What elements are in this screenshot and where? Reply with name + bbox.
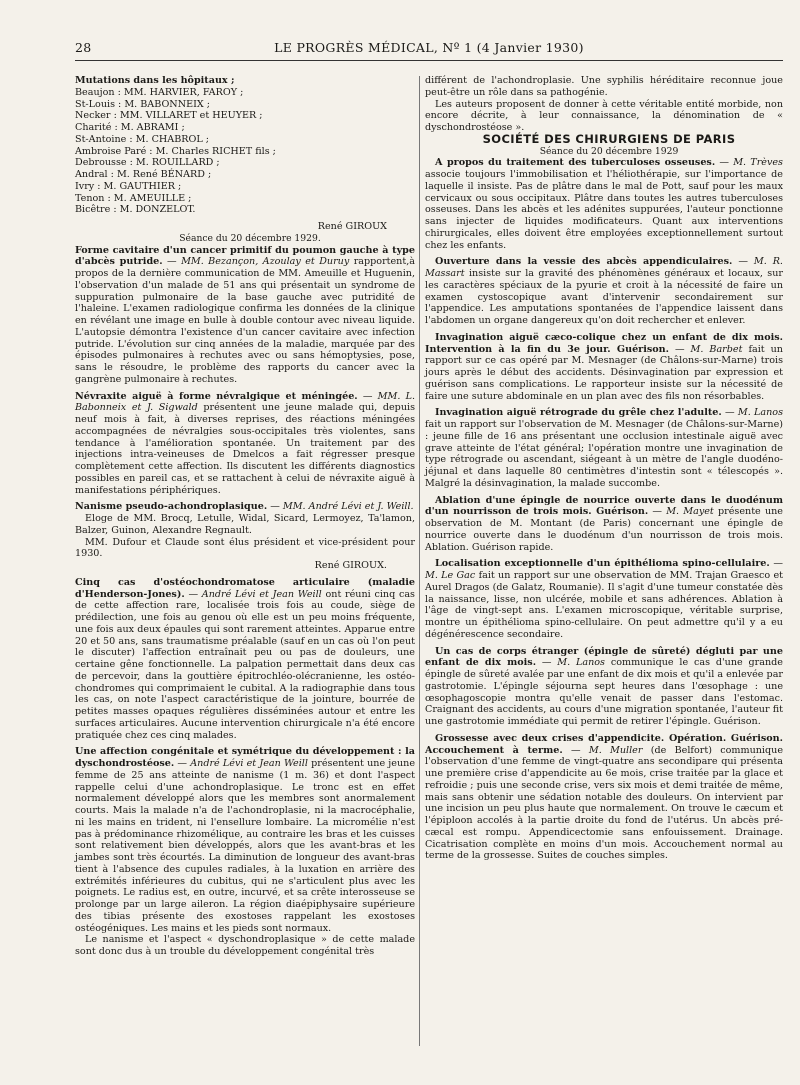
article-body: communique le cas d'une grande épingle de sûreté avalée par une enfant de dix mois et qu'il a enlevée par gastrotomie. L'épingle séjourna sept heures dans l'œsophage : une œsophagoscopie montra qu'elle venait de passer dans l'estomac. Craignant des accidents, au cours d'une migration spontanée, l'auteur fit une gastrotomie immédiate qui permit de retirer l'épingle. Guérison. bbox=[425, 657, 783, 727]
article-corps-etranger bbox=[425, 646, 783, 728]
article-epithelioma bbox=[425, 558, 783, 640]
right-column bbox=[425, 75, 783, 867]
session-date: Séance du 20 décembre 1929 bbox=[539, 145, 679, 157]
article-grossesse-appendicite bbox=[425, 733, 783, 862]
article-title: A propos du traitement des tuberculoses osseuses. bbox=[435, 157, 716, 169]
session-date: Séance du 20 décembre 1929. bbox=[179, 232, 321, 244]
article-abces-appendiculaires bbox=[425, 256, 783, 327]
mutation-item: Tenon : M. AMEUILLE ; bbox=[75, 192, 192, 204]
mutation-item: Charité : M. ABRAMI ; bbox=[75, 122, 185, 133]
article-dyschondrosteose bbox=[75, 746, 415, 958]
mutation-item: St-Louis : M. BABONNEIX ; bbox=[75, 98, 211, 110]
article-title: Forme cavitaire d'un cancer primitif du poumon gauche à type d'abcès putride. bbox=[75, 244, 415, 268]
article-authors: — André Lévi et Jean Weill bbox=[188, 588, 322, 600]
article-title: Nanisme pseudo-achondroplasique. bbox=[75, 501, 268, 513]
article-forme-cavitaire bbox=[75, 245, 415, 386]
article-title: Ouverture dans la vessie des abcès appendiculaires. bbox=[435, 256, 733, 268]
article-authors: — M. Barbet bbox=[674, 343, 743, 355]
article-tuberculoses bbox=[425, 157, 783, 251]
article-body: fait un rapport sur une observation de MM. Trajan Graesco et Aurel Dragos (de Galatz, Roumanie). Il s'agit d'une tumeur constatée dès la naissance, lisse, non ulcérée, mobile et sans adhérences. Ablation à l'âge de vingt-sept ans. L'examen microscopique, véritable surprise, montre un épithélioma spino-cellulaire. On peut admettre qu'il y a eu dégénérescence secondaire. bbox=[425, 570, 783, 640]
election-text: MM. Dufour et Claude sont élus président et vice-président pour 1930. bbox=[75, 536, 415, 560]
article-title: Un cas de corps étranger (épingle de sûreté) dégluti par une enfant de dix mois. bbox=[425, 645, 783, 669]
mutation-item: Ivry : M. GAUTHIER ; bbox=[75, 180, 182, 192]
article-body: fait un rapport sur l'observation de M. Mesnager (de Châlons-sur-Marne) : jeune fille de 16 ans présentant une occlusion intestinale aiguë avec grave atteinte de l'état général; l'opération montre une invagination de type rétrograde ou ascendant, siégeant à un mètre de l'angle duodéno-jéjunal et dans laquelle 80 centimètres d'intestin sont « télescopés ». Malgré la désinvagination, la malade succombe. bbox=[425, 419, 783, 489]
mutation-item: Necker : MM. VILLARET et HEUYER ; bbox=[75, 110, 263, 122]
article-authors: — M. Le Gac bbox=[425, 558, 783, 581]
signature: René GIROUX bbox=[317, 221, 387, 232]
article-authors: — M. Lanos bbox=[725, 407, 783, 419]
article-title: Invagination aiguë cæco-colique chez un enfant de dix mois. Intervention à la fin du 3e jour. Guérison. bbox=[425, 331, 783, 355]
article-authors: — M. Trèves bbox=[719, 157, 783, 169]
eloge-text: Eloge de MM. Brocq, Letulle, Widal, Sicard, Lermoyez, Ta'lamon, Balzer, Guinon, Alexandre Regnault. bbox=[75, 513, 415, 536]
article-body: fait un rapport sur ce cas opéré par M. Mesnager (de Châlons-sur-Marne) trois jours après le début des accidents. Désinvagination par expression et guérison sans complications. Le rapporteur insiste sur la nécessité de faire une suture abdominale en un plan avec des fils non résorbables. bbox=[425, 343, 783, 402]
article-body: insiste sur la gravité des phénomènes généraux et locaux, sur les caractères spéciaux de la pyurie et croit à la nécessité de faire un examen cystoscopique avant d'intervenir secondairement sur l'appendice. Les amputations spontanées de l'appendice laissent dans l'abdomen un organe dangereux qu'on doit rechercher et enlever. bbox=[425, 268, 783, 326]
article-body: présentent une jeune femme de 25 ans atteinte de nanisme (1 m. 36) et dont l'aspect rappelle celui d'une achondroplasique. Le tronc est en effet normalement développé alors que les membres sont anormalement courts. Mais la malade n'a de l'achondroplasie, ni la macrocéphalie, ni les mains en trident, ni l'ensellure lombaire. La micromélie n'est pas à prédominance rhizomélique, au contraire les bras et les cuisses sont relativement bien développés, alors que les avant-bras et les jambes sont très écourtés. La diminution de longueur des avant-bras tient à l'absence des cupules radiales, à la luxation en arrière des extrémités inférieures du cubitus, qui ne s'articulent plus avec les poignets. Le radius est, en outre, incurvé, et sa crête interosseuse se prolonge par un large aileron. La région diaépiphysaire supérieure des tibias présente des exostoses rappelant les exostoses ostéogéniques. Les mains et les pieds sont normaux. bbox=[75, 758, 415, 934]
mutation-item: St-Antoine : M. CHABROL ; bbox=[75, 133, 210, 145]
article-authors: — M. Mayet bbox=[652, 506, 714, 518]
article-title: Névraxite aiguë à forme névralgique et méningée. bbox=[75, 390, 358, 402]
signature: René GIROUX. bbox=[314, 560, 387, 571]
mutation-item: Ambroise Paré : M. Charles RICHET fils ; bbox=[75, 145, 276, 157]
article-title: Ablation d'une épingle de nourrice ouverte dans le duodénum d'un nourrisson de trois mois. Guérison. bbox=[425, 494, 783, 518]
article-body: ont réuni cinq cas de cette affection rare, localisée trois fois au coude, siège de prédilection, une fois au genou où elle est un peu moins fréquente, une fois aux deux épaules qui sont rarement atteintes. Apparue entre 20 et 50 ans, sans traumatisme préalable (sauf en un cas où l'on peut le discuter) l'affection entraînait peu ou pas de douleurs, une certaine gêne fonctionnelle. La palpation permettait dans deux cas de percevoir, dans la gouttière épitrochléo-olécranienne, les ostéo-chondromes qui comprimaient le cubital. A la radiographie dans tous les cas, on note l'aspect caractéristique de la jointure, bourrée de petites masses opaques régulières disséminées autour et entre les surfaces articulaires. Aucune intervention chirurgicale n'a été encore pratiquée chez ces cinq malades. bbox=[75, 588, 415, 741]
mutations-list bbox=[75, 75, 415, 216]
article-title: Invagination aiguë rétrograde du grêle chez l'adulte. bbox=[435, 407, 722, 419]
article-authors: — MM. L. Babonneix et J. Sigwald bbox=[75, 390, 415, 414]
article-invagination-grele bbox=[425, 407, 783, 489]
article-authors: — MM. André Lévi et J. Weill. bbox=[270, 501, 414, 513]
mutation-item: Debrousse : M. ROUILLARD ; bbox=[75, 157, 220, 169]
article-authors: — André Lévi et Jean Weill bbox=[177, 758, 308, 769]
header-rule bbox=[75, 60, 783, 61]
article-title: Grossesse avec deux crises d'appendicite. Opération. Guérison. Accouchement à terme. bbox=[425, 732, 783, 756]
mutation-item: Bicêtre : M. DONZELOT. bbox=[75, 204, 196, 216]
mutation-item: Andral : M. René BÉNARD ; bbox=[75, 169, 212, 180]
society-heading: SOCIÉTÉ DES CHIRURGIENS DE PARIS bbox=[482, 131, 736, 146]
article-body: associe toujours l'immobilisation et l'héliothérapie, sur l'importance de laquelle il insiste. Pas de plâtre dans le mal de Pott, sauf pour les maux cervicaux ou sous occipitaux. Plâtre dans toutes les autres tuberculoses osseuses. Dans les abcès et les adénites suppurées, l'auteur ponctionne sans injecter de liquides modificateurs. Quant aux interventions chirurgicales, elles doivent être employées exceptionnellement surtout chez les enfants. bbox=[425, 169, 783, 251]
article-osteochondromatose bbox=[75, 577, 415, 742]
column-divider bbox=[419, 76, 420, 1046]
mutation-item: Beaujon : MM. HARVIER, FAROY ; bbox=[75, 86, 244, 98]
article-title: Une affection congénitale et symétrique du développement : la dyschondrostéose. bbox=[75, 746, 415, 769]
article-body: rapportent,à propos de la dernière communication de MM. Ameuille et Huguenin, l'observation d'un malade de 51 ans qui présentait un syndrome de suppuration pulmonaire de la base gauche avec putridité de l'haleine. L'examen radiologique confirma les données de la clinique en révélant une image en bulle à double contour avec niveau liquide. L'autopsie démontra l'existence d'un cancer cavitaire avec infection putride. L'évolution sur cinq années de la maladie, marquée par des épisodes pulmonaires à rechutes avec ou sans hémoptysies, pose, sans le résoudre, le problème des rapports du cancer avec la gangrène pulmonaire à rechutes. bbox=[75, 256, 415, 385]
article-authors: — M. R. Massart bbox=[425, 256, 783, 279]
article-body: présentent une jeune malade qui, depuis neuf mois à fait, à diverses reprises, des réactions méningées accompagnées de névralgies sous-occipitales très violentes, sans tendance à l'amélioration spontanée. Un traitement par des injections intra-veineuses de Dmelcos a fait régresser presque complètement cette affection. Ils discutent les différents diagnostics possibles en pareil cas, et se rattachent à celui de névraxite aiguë à manifestations périphériques. bbox=[75, 402, 415, 496]
article-title: Localisation exceptionnelle d'un épithélioma spino-cellulaire. bbox=[435, 558, 770, 570]
running-header bbox=[75, 40, 783, 60]
article-title: Cinq cas d'ostéochondromatose articulaire (maladie d'Henderson-Jones). bbox=[75, 576, 415, 600]
mutations-title: Mutations dans les hôpitaux ; bbox=[75, 75, 235, 86]
article-authors: — M. Muller bbox=[570, 744, 643, 756]
article-authors: — MM. Bezançon, Azoulay et Duruy bbox=[167, 256, 350, 268]
article-authors: — M. Lanos bbox=[541, 657, 605, 669]
journal-title: LE PROGRÈS MÉDICAL, Nº 1 (4 Janvier 1930) bbox=[274, 40, 584, 55]
article-body: présente une observation de M. Montant (de Paris) concernant une épingle de nourrice ouverte dans le duodénum d'un nourrisson de trois mois. Ablation. Guérison rapide. bbox=[425, 506, 783, 553]
article-invagination-caeco-colique bbox=[425, 332, 783, 403]
article-body: (de Belfort) communique l'observation d'une femme de vingt-quatre ans secondipare qui présenta une première crise d'appendicite au 6e mois, crise traitée par la glace et refroidie ; puis une seconde crise, vers six mois et demi traitée de même, mais sans obtenir une sédation notable des douleurs. On intervient par une incision un peu plus haute que normalement. On trouve le cæcum et l'épiploon accolés à la partie droite du fond de l'utérus. Un abcès pré-cæcal est rompu. Appendicectomie sans enfouissement. Drainage. Cicatrisation complète en moins d'un mois. Accouchement normal au terme de la grossesse. Suites de couches simples. bbox=[425, 744, 783, 862]
page-number: 28 bbox=[75, 40, 92, 55]
left-column bbox=[75, 75, 415, 963]
continued-text: différent de l'achondroplasie. Une syphilis héréditaire reconnue joue peut-être un rôle dans sa pathogénie. bbox=[425, 75, 783, 98]
article-nevraxite bbox=[75, 391, 415, 497]
article-nanisme bbox=[75, 501, 415, 572]
article-epingle-duodenum bbox=[425, 495, 783, 554]
continued-paragraph: Les auteurs proposent de donner à cette véritable entité morbide, non encore décrite, à leur connaissance, la dénomination de « dyschondrostéose ». bbox=[425, 98, 783, 133]
article-body-continued: Le nanisme et l'aspect « dyschondroplasique » de cette malade sont donc dus à un trouble du développement congénital très bbox=[75, 934, 415, 957]
